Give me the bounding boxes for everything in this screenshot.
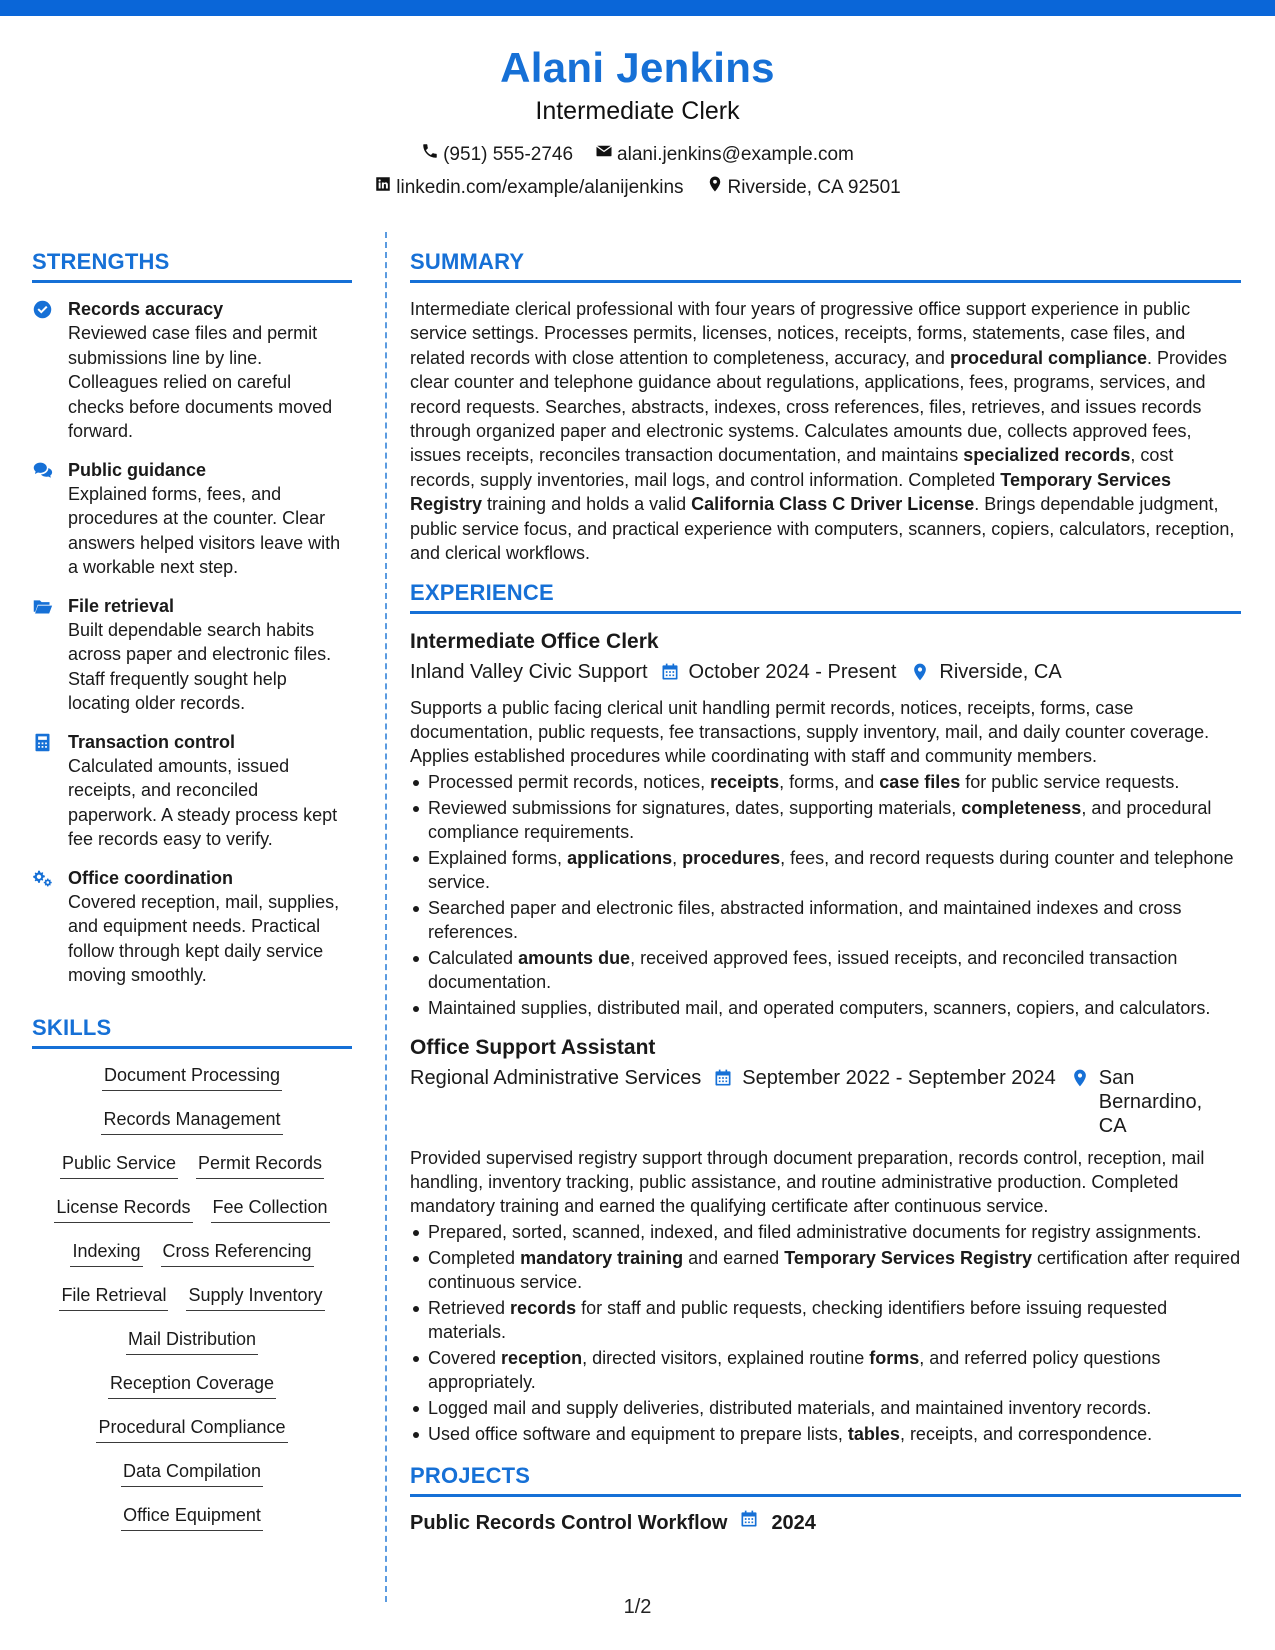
project-year: 2024 — [771, 1511, 816, 1534]
job-dates — [713, 1066, 1056, 1094]
contact-email — [595, 142, 854, 167]
job-title: Office Support Assistant — [410, 1036, 656, 1060]
text-run: Searched paper and electronic files, abstracted information, and maintained indexes and cross references. — [428, 898, 1182, 943]
skill-tag: Records Management — [101, 1107, 282, 1135]
job-company: Regional Administrative Services — [410, 1067, 702, 1090]
text-run: Explained forms, — [428, 848, 568, 869]
job-entry — [410, 628, 1241, 1020]
strengths-heading: STRENGTHS — [32, 248, 352, 283]
text-run: and earned — [683, 1248, 785, 1269]
text-run: Calculated — [428, 948, 519, 969]
job-bullet — [410, 1346, 1241, 1394]
strength-title: Transaction control — [68, 731, 236, 752]
calendar-icon — [713, 1066, 733, 1094]
text-run: certification after required continuous service. — [428, 1248, 1241, 1293]
bold-phrase: receipts — [710, 772, 780, 793]
text-run: , and referred policy questions appropriately. — [428, 1348, 1161, 1393]
strength-title: Office coordination — [68, 867, 234, 888]
project-title: Public Records Control Workflow — [410, 1511, 728, 1534]
job-bullets — [410, 770, 1241, 1020]
chat-bubbles-icon — [32, 458, 54, 580]
text-run: . Provides clear counter and telephone guidance about regulations, applications, fees, programs, services, and record requests. Searches, abstracts, indexes, cross references, files, retrieves, and issues records through organized paper and electronic systems. Calculates amounts due, collects approved fees, issues receipts, reconciles transaction documentation, and maintains — [410, 347, 1228, 466]
skill-tag: Public Service — [60, 1151, 178, 1179]
skill-tag: Mail Distribution — [126, 1327, 258, 1355]
text-run: , — [672, 848, 683, 869]
job-location-text: Riverside, CA — [939, 661, 1062, 684]
contact-row-2 — [0, 175, 1275, 200]
strength-desc: Calculated amounts, issued receipts, and reconciled paperwork. A steady process kept fee records easy to verify. — [68, 755, 338, 849]
job-location — [1070, 1066, 1210, 1138]
skill-row — [32, 1107, 352, 1135]
strength-title: Records accuracy — [68, 299, 224, 319]
bold-phrase: Temporary Services Registry — [410, 469, 1172, 515]
bold-phrase: forms — [869, 1348, 920, 1369]
job-entry — [410, 1034, 1241, 1446]
job-bullet — [410, 770, 1241, 794]
bold-phrase: amounts due — [518, 948, 631, 969]
folder-open-icon — [32, 594, 54, 716]
text-run: Completed — [428, 1248, 521, 1269]
phone-text[interactable]: (951) 555-2746 — [443, 143, 574, 165]
page-number: 1/2 — [623, 1596, 652, 1618]
skill-tag: Office Equipment — [121, 1503, 263, 1531]
skill-tag: Reception Coverage — [108, 1371, 276, 1399]
bold-phrase: case files — [879, 772, 961, 793]
linkedin-icon — [374, 175, 392, 200]
bold-phrase: completeness — [961, 798, 1082, 819]
skill-row — [32, 1459, 352, 1487]
job-dates-text: September 2022 - September 2024 — [742, 1067, 1056, 1090]
skills-list — [32, 1063, 352, 1531]
email-text[interactable]: alani.jenkins@example.com — [617, 143, 854, 165]
job-bullet — [410, 1296, 1241, 1344]
skill-tag: License Records — [54, 1195, 192, 1223]
text-run: Reviewed submissions for signatures, dates, supporting materials, — [428, 798, 962, 819]
envelope-icon — [595, 142, 613, 167]
job-dates-text: October 2024 - Present — [688, 661, 897, 684]
strength-item — [32, 297, 352, 444]
calendar-icon — [739, 1509, 759, 1536]
text-run: , fees, and record requests during counter and telephone service. — [428, 848, 1234, 893]
skills-heading: SKILLS — [32, 1014, 352, 1049]
text-run: Intermediate clerical professional with four years of progressive office support experience in public service settings. Processes permits, licenses, notices, receipts, forms, statements, case files, and related records with close attention to completeness, accuracy, and — [410, 299, 1191, 368]
strength-desc: Reviewed case files and permit submissions line by line. Colleagues relied on careful checks before documents moved forward. — [68, 323, 333, 441]
job-bullets — [410, 1220, 1241, 1446]
text-run: , received approved fees, issued receipts, and reconciled transaction documentation. — [428, 948, 1178, 993]
bold-phrase: reception — [501, 1348, 583, 1369]
job-location — [910, 660, 1061, 688]
location-text: Riverside, CA 92501 — [727, 176, 901, 198]
text-run: Used office software and equipment to prepare lists, — [428, 1424, 848, 1445]
text-run: Prepared, sorted, scanned, indexed, and filed administrative documents for registry assignments. — [428, 1222, 1202, 1243]
bold-phrase: records — [510, 1298, 577, 1319]
calculator-icon — [32, 730, 54, 852]
map-pin-icon — [910, 660, 930, 688]
text-run: Logged mail and supply deliveries, distributed materials, and maintained inventory records. — [428, 1398, 1152, 1419]
experience-heading: EXPERIENCE — [410, 579, 1241, 614]
job-description: Provided supervised registry support through document preparation, records control, reception, mail handling, inventory tracking, public assistance, and routine administrative production. Completed mandatory training and earned the qualifying certificate after continuous service. — [410, 1148, 1205, 1217]
bold-phrase: specialized records — [963, 445, 1131, 466]
skill-row — [32, 1283, 352, 1311]
bold-phrase: procedures — [682, 848, 781, 869]
bold-phrase: California Class C Driver License — [691, 494, 975, 515]
strength-item — [32, 594, 352, 716]
text-run: training and holds a valid — [482, 494, 692, 515]
text-run: , cost records, supply inventories, mail logs, and control information. Completed — [410, 445, 1174, 490]
bold-phrase: mandatory training — [520, 1248, 684, 1269]
linkedin-text[interactable]: linkedin.com/example/alanijenkins — [396, 176, 684, 198]
gears-icon — [32, 866, 54, 988]
column-divider — [385, 232, 387, 1602]
text-run: Processed permit records, notices, — [428, 772, 711, 793]
summary-heading: SUMMARY — [410, 248, 1241, 283]
summary-text — [410, 297, 1241, 565]
skill-tag: Fee Collection — [211, 1195, 330, 1223]
skill-row — [32, 1503, 352, 1531]
strengths-list — [32, 297, 352, 988]
bold-phrase: Temporary Services Registry — [784, 1248, 1032, 1269]
strength-item — [32, 866, 352, 988]
text-run: , forms, and — [779, 772, 880, 793]
check-circle-icon — [32, 297, 54, 444]
text-run: , receipts, and correspondence. — [899, 1424, 1153, 1445]
skill-tag: Supply Inventory — [186, 1283, 324, 1311]
job-bullet — [410, 1422, 1241, 1446]
job-location-text: San Bernardino, CA — [1098, 1067, 1203, 1138]
resume-header — [0, 42, 1275, 200]
skill-row — [32, 1415, 352, 1443]
job-meta — [410, 1066, 1241, 1138]
bold-phrase: tables — [847, 1424, 900, 1445]
phone-icon — [421, 142, 439, 167]
skill-tag: File Retrieval — [59, 1283, 168, 1311]
project-entry — [410, 1509, 1241, 1536]
skill-tag: Document Processing — [102, 1063, 282, 1091]
text-run: Covered — [428, 1348, 502, 1369]
skill-row — [32, 1327, 352, 1355]
top-accent-bar — [0, 0, 1275, 16]
text-run: Retrieved — [428, 1298, 511, 1319]
strength-title: File retrieval — [68, 595, 175, 616]
strength-desc: Built dependable search habits across paper and electronic files. Staff frequently sought help locating older records. — [68, 619, 332, 713]
contact-phone — [421, 142, 573, 167]
strength-item — [32, 730, 352, 852]
bold-phrase: procedural compliance — [949, 347, 1148, 368]
job-bullet — [410, 1246, 1241, 1294]
contact-row-1 — [0, 142, 1275, 167]
job-bullet — [410, 1220, 1241, 1244]
job-description: Supports a public facing clerical unit handling permit records, notices, receipts, forms, case documentation, public requests, fee transactions, supply inventory, mail, and daily counter coverage. Applies established procedures while coordinating with staff and community members. — [410, 698, 1210, 767]
map-pin-icon — [706, 175, 724, 200]
text-run: Maintained supplies, distributed mail, and operated computers, scanners, copiers, and calculators. — [428, 998, 1211, 1019]
text-run: for staff and public requests, checking identifiers before issuing requested materials. — [428, 1298, 1168, 1343]
candidate-name: Alani Jenkins — [500, 44, 775, 91]
skill-row — [32, 1063, 352, 1091]
skill-tag: Indexing — [70, 1239, 142, 1267]
contact-linkedin — [374, 175, 683, 200]
job-bullet — [410, 896, 1241, 944]
skill-row — [32, 1151, 352, 1179]
left-column — [32, 248, 352, 1547]
job-meta — [410, 660, 1241, 688]
strength-item — [32, 458, 352, 580]
skill-tag: Permit Records — [196, 1151, 324, 1179]
text-run: for public service requests. — [960, 772, 1180, 793]
skill-row — [32, 1239, 352, 1267]
strength-desc: Explained forms, fees, and procedures at the counter. Clear answers helped visitors leave with a workable next step. — [68, 483, 341, 577]
skill-tag: Data Compilation — [121, 1459, 263, 1487]
candidate-title: Intermediate Clerk — [535, 97, 740, 125]
skill-tag: Procedural Compliance — [96, 1415, 287, 1443]
calendar-icon — [660, 660, 680, 688]
strength-desc: Covered reception, mail, supplies, and equipment needs. Practical follow through kept daily service moving smoothly. — [68, 891, 340, 985]
skill-tag: Cross Referencing — [161, 1239, 314, 1267]
text-run: . Brings dependable judgment, public service focus, and practical experience with computers, scanners, copiers, calculators, reception, and clerical workflows. — [410, 494, 1235, 564]
strength-title: Public guidance — [68, 459, 207, 480]
skill-row — [32, 1195, 352, 1223]
job-bullet — [410, 1396, 1241, 1420]
contact-location — [706, 175, 901, 200]
job-bullet — [410, 946, 1241, 994]
text-run: , directed visitors, explained routine — [582, 1348, 870, 1369]
job-title: Intermediate Office Clerk — [410, 630, 659, 654]
projects-heading: PROJECTS — [410, 1462, 1241, 1497]
bold-phrase: applications — [567, 848, 673, 869]
skill-row — [32, 1371, 352, 1399]
job-company: Inland Valley Civic Support — [410, 661, 648, 684]
job-bullet — [410, 996, 1241, 1020]
job-bullet — [410, 796, 1241, 844]
right-column — [410, 248, 1241, 1536]
text-run: , and procedural compliance requirements. — [428, 798, 1212, 843]
job-bullet — [410, 846, 1241, 894]
map-pin-icon — [1070, 1066, 1090, 1094]
job-dates — [660, 660, 897, 688]
